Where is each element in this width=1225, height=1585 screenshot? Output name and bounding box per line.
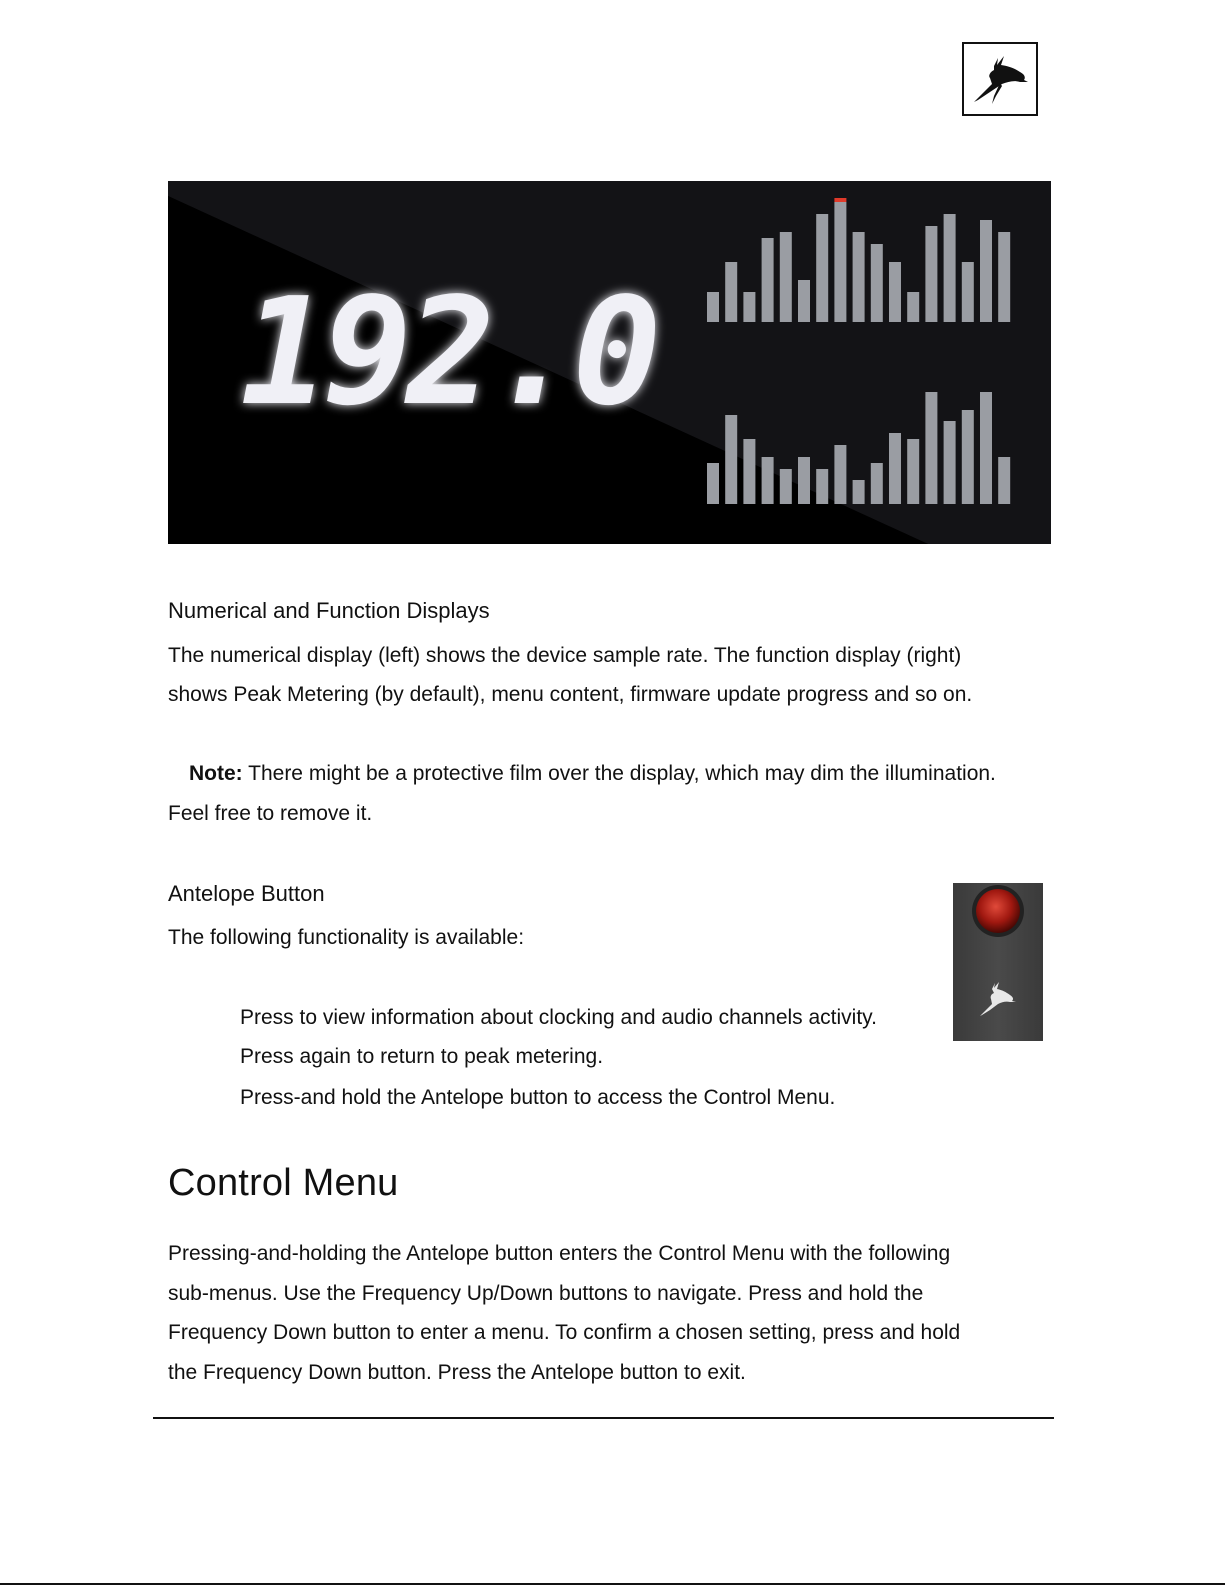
antelope-button-intro: The following functionality is available: — [168, 926, 525, 949]
displays-text-line-1: The numerical display (left) shows the device sample rate. The function display (right) — [168, 644, 962, 667]
meter-bar — [944, 421, 956, 504]
displays-heading: Numerical and Function Displays — [168, 598, 490, 623]
meter-bar — [871, 463, 883, 504]
meter-bar — [962, 262, 974, 322]
meter-bar — [743, 439, 755, 504]
list-item: Press again to return to peak metering. — [240, 1045, 604, 1068]
meter-bar — [980, 392, 992, 504]
meter-bar — [998, 457, 1010, 504]
note-label: Note: — [189, 762, 243, 785]
meter-bar — [907, 439, 919, 504]
meter-bar — [762, 238, 774, 322]
list-item: Press to view information about clocking and audio channels activity. — [240, 1006, 877, 1029]
control-menu-text-line-1: Pressing-and-holding the Antelope button enters the Control Menu with the following — [168, 1242, 951, 1265]
meter-bar — [889, 262, 901, 322]
meter-bar — [762, 457, 774, 504]
meter-bar — [834, 445, 846, 504]
meter-bar — [871, 244, 883, 322]
meter-bar — [816, 469, 828, 504]
meter-bar — [816, 214, 828, 322]
antelope-button-photo — [953, 883, 1043, 1041]
meter-bar — [834, 202, 846, 322]
horizontal-rule — [153, 1417, 1054, 1419]
displays-text-line-2: shows Peak Metering (by default), menu content, firmware update progress and so on. — [168, 683, 973, 706]
meter-bar — [725, 262, 737, 322]
meter-bar — [780, 469, 792, 504]
antelope-button-heading: Antelope Button — [168, 881, 325, 906]
meter-bar — [798, 457, 810, 504]
control-menu-text-line-2: sub-menus. Use the Frequency Up/Down buttons to navigate. Press and hold the — [168, 1282, 924, 1305]
peak-indicator — [834, 198, 846, 202]
antelope-logo — [962, 42, 1038, 116]
sample-rate-readout: 192.0 — [240, 266, 656, 438]
device-display-image — [168, 181, 1051, 544]
meter-bar — [780, 232, 792, 322]
meter-bar — [925, 226, 937, 322]
meter-bar — [944, 214, 956, 322]
antelope-logo-icon — [970, 52, 1032, 108]
control-menu-text-line-4: the Frequency Down button. Press the Antelope button to exit. — [168, 1361, 746, 1384]
meter-bar — [743, 292, 755, 322]
meter-bar — [853, 232, 865, 322]
meter-bar — [707, 463, 719, 504]
red-knob-icon — [976, 889, 1020, 933]
meter-bar — [853, 480, 865, 504]
meter-bar — [907, 292, 919, 322]
note-paragraph — [189, 754, 996, 794]
meter-bar — [925, 392, 937, 504]
note-text: There might be a protective film over the display, which may dim the illumination. — [242, 762, 996, 785]
note-text-line-2: Feel free to remove it. — [168, 802, 373, 825]
meter-bar — [889, 433, 901, 504]
meter-bar — [998, 232, 1010, 322]
meter-bar — [962, 410, 974, 504]
control-menu-text-line-3: Frequency Down button to enter a menu. To confirm a chosen setting, press and hold — [168, 1321, 961, 1344]
antelope-icon — [980, 982, 1016, 1016]
meter-bar — [798, 280, 810, 322]
control-menu-heading: Control Menu — [168, 1162, 399, 1204]
list-item: Press-and hold the Antelope button to access the Control Menu. — [240, 1086, 836, 1109]
meter-bar — [980, 220, 992, 322]
meter-bar — [707, 292, 719, 322]
meter-bar — [725, 415, 737, 504]
